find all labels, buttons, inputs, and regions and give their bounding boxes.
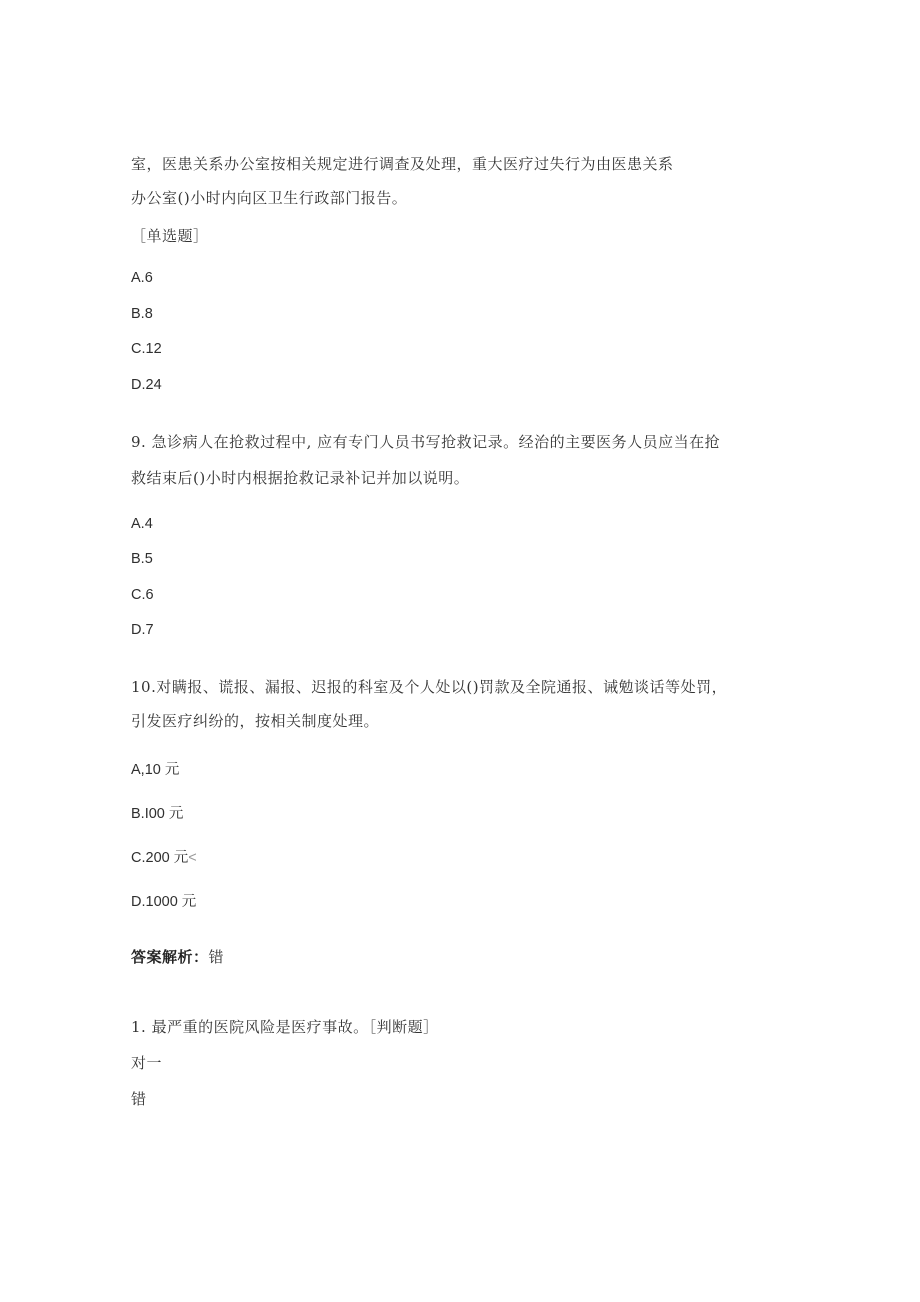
option-b: B.8: [131, 306, 153, 322]
option-a: A,10 元: [131, 762, 180, 778]
question-8-text-line-2: 办公室()小时内向区卫生行政部门报告。: [131, 189, 408, 207]
option-c-text: C.200 元: [131, 850, 189, 866]
option-true: 对一: [131, 1054, 163, 1072]
option-b: B.5: [131, 551, 153, 567]
question-1-text: 1. 最严重的医院风险是医疗事故。［判断题］: [131, 1018, 439, 1036]
question-10-text-line-1: 10.对瞒报、谎报、漏报、迟报的科室及个人处以()罚款及全院通报、诫勉谈话等处罚，: [131, 678, 728, 696]
option-a: A.4: [131, 516, 153, 532]
stray-mark: <: [188, 850, 197, 866]
option-c: C.12: [131, 341, 162, 357]
answer-analysis: [131, 946, 224, 968]
question-8-text-line-1: 室，医患关系办公室按相关规定进行调查及处理，重大医疗过失行为由医患关系: [131, 155, 674, 173]
option-a: A.6: [131, 270, 153, 286]
question-9-text-line-1: 9. 急诊病人在抢救过程中, 应有专门人员书写抢救记录。经治的主要医务人员应当在抢: [131, 433, 721, 451]
option-d: D.24: [131, 377, 162, 393]
option-false: 错: [131, 1090, 147, 1108]
question-type-label: ［单选题］: [131, 227, 209, 245]
option-d: D.1000 元: [131, 894, 197, 910]
question-10-text-line-2: 引发医疗纠纷的，按相关制度处理。: [131, 712, 380, 730]
option-d: D.7: [131, 622, 154, 638]
option-b: B.I00 元: [131, 806, 184, 822]
answer-label: 答案解析：: [131, 948, 209, 966]
question-9-text-line-2: 救结束后()小时内根据抢救记录补记并加以说明。: [131, 469, 470, 487]
option-c: [131, 847, 197, 869]
answer-value: 错: [208, 948, 225, 966]
option-c: C.6: [131, 587, 154, 603]
